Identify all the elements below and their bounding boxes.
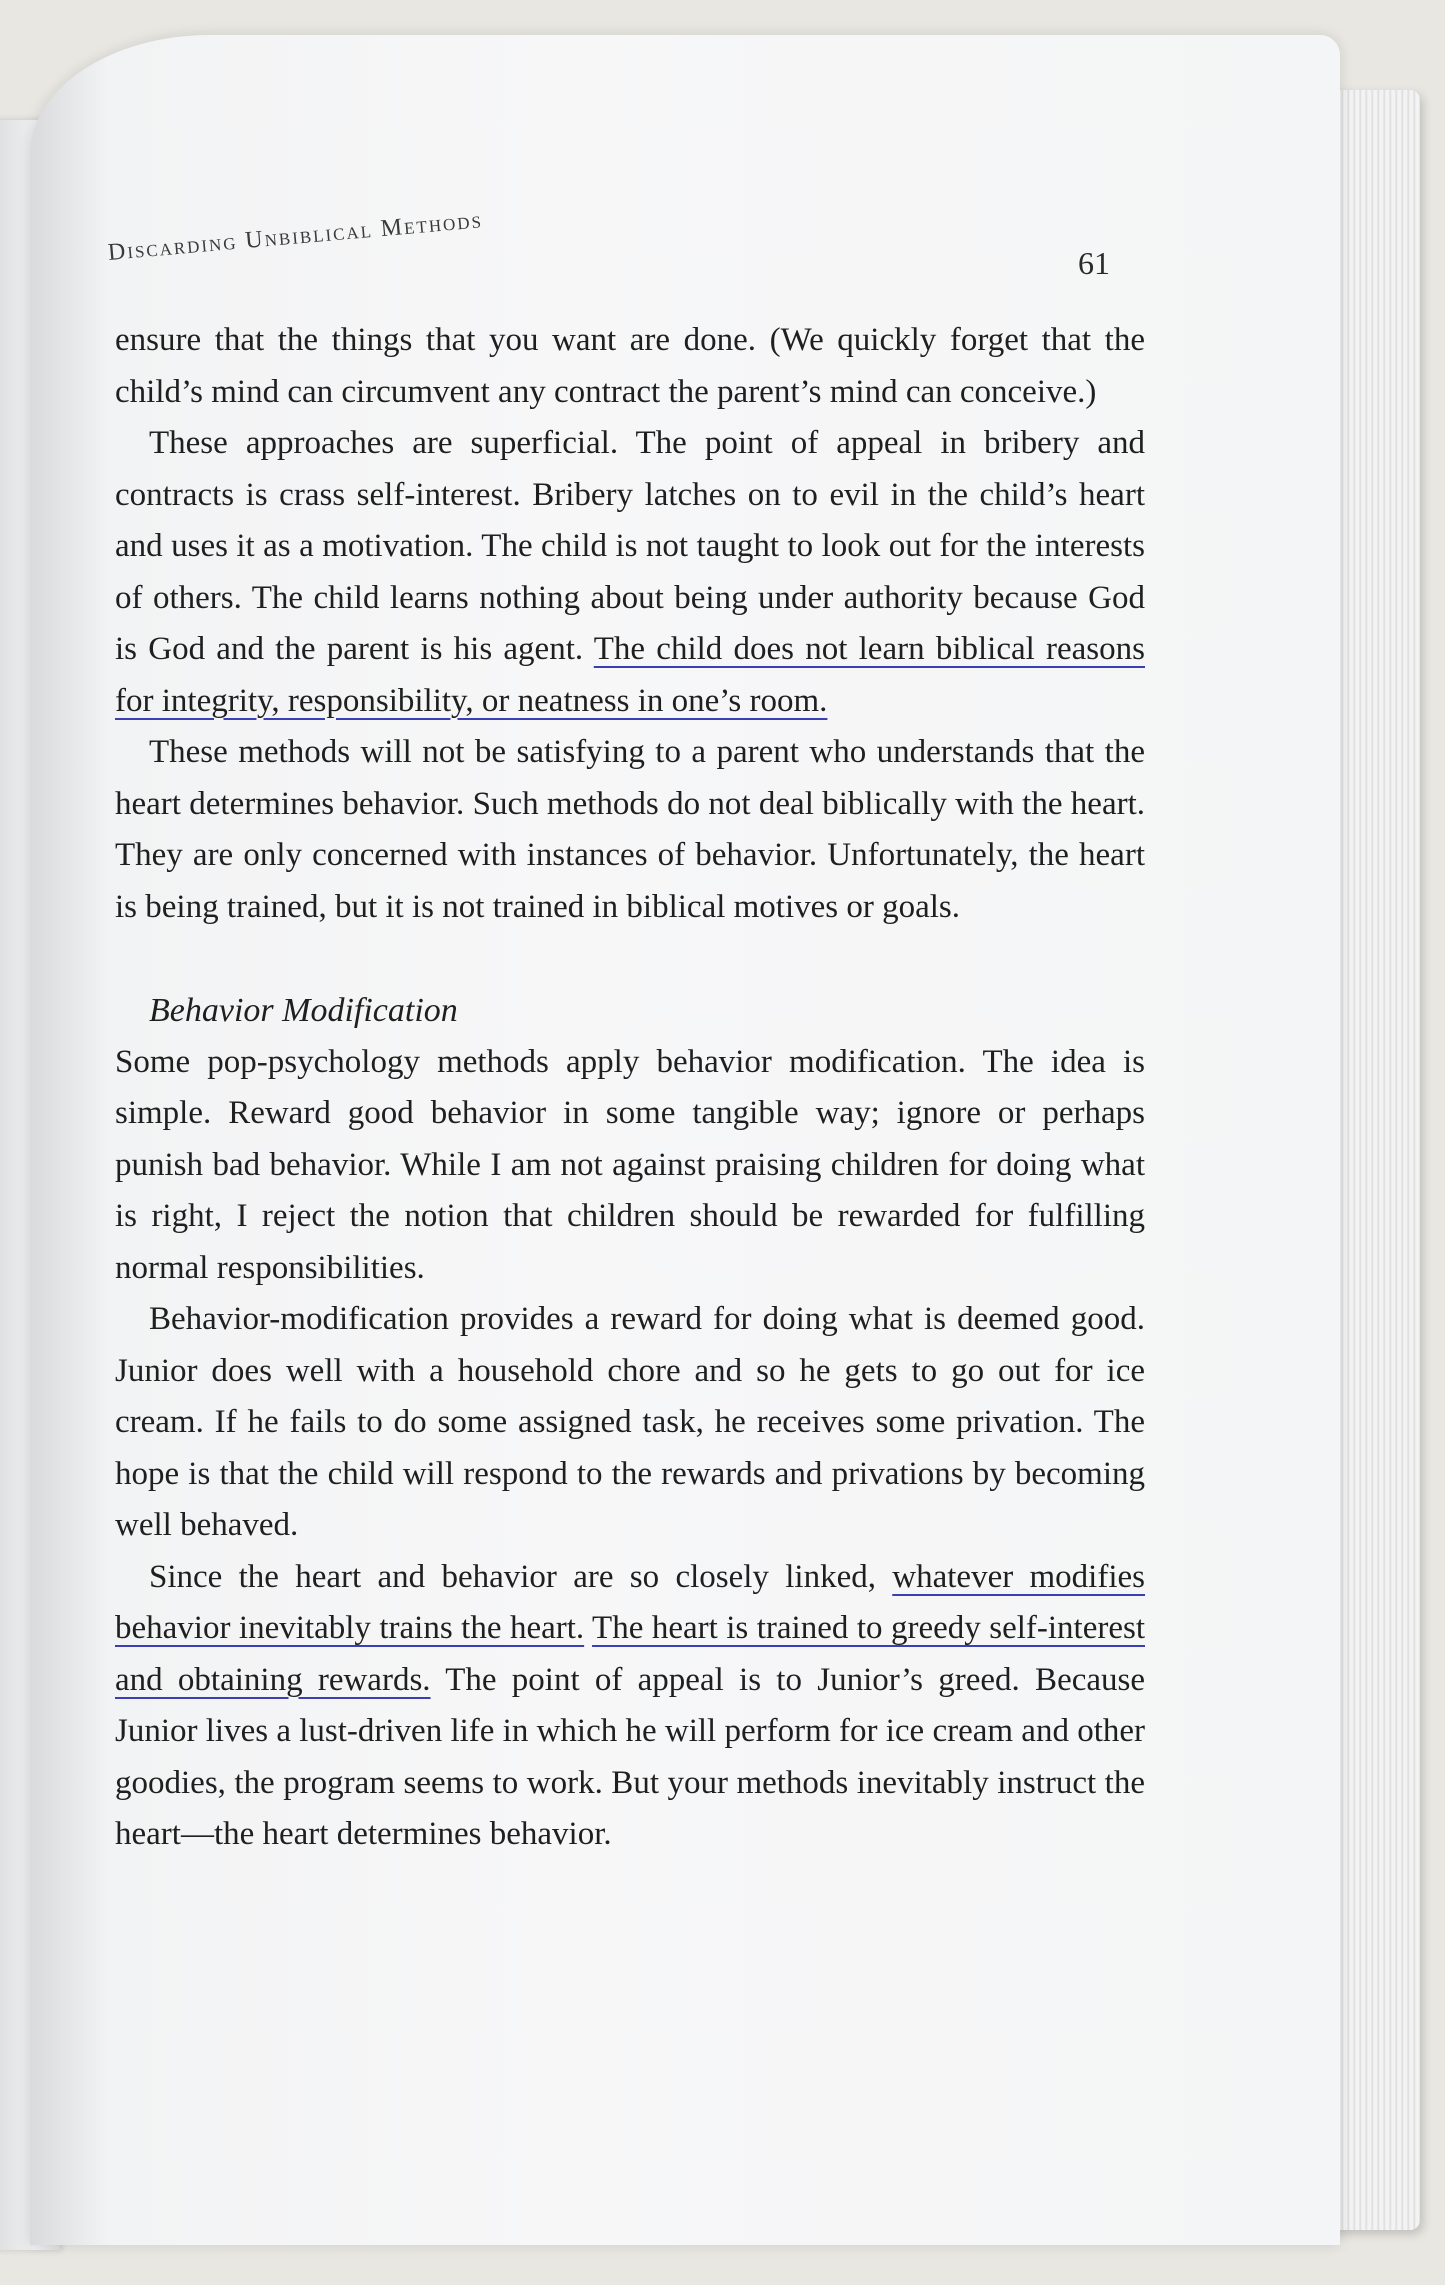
paragraph-2-text: These approaches are superficial. The point of appeal in bribery and contracts is crass self-interest. Bribery latches on to evil in the child’s heart and uses it as a motivation. The child is not taught to look out for the interests of others. The child learns nothing about being under authority because God is God and the parent is his agent.	[115, 425, 1145, 667]
paragraph-1-text: ensure that the things that you want are done. (We quickly forget that the child’s mind can circumvent any contract the parent’s mind can conceive.)	[115, 322, 1145, 410]
paragraph-6	[115, 1552, 1145, 1861]
book-page	[30, 35, 1340, 2245]
paragraph-6-tail: The point of appeal is to Junior’s greed. Because Junior lives a lust-driven life in which he will perform for ice cream and other goodies, the program seems to work. But your methods inevitably instruct the heart—the heart determines behavior.	[115, 1661, 1145, 1852]
paragraph-5	[115, 1294, 1145, 1552]
paragraph-3-text: These methods will not be satisfying to a parent who understands that the heart determines behavior. Such methods do not deal biblically with the heart. They are only concerned with instances of behavior. Unfortunately, the heart is being trained, but it is not trained in biblical motives or goals.	[115, 734, 1145, 925]
paragraph-4	[115, 1037, 1145, 1295]
paragraph-4-text: Some pop-psychology methods apply behavior modification. The idea is simple. Reward good behavior in some tangible way; ignore or perhaps punish bad behavior. While I am not against praising children for doing what is right, I reject the notion that children should be rewarded for fulfilling normal responsibilities.	[115, 1043, 1145, 1286]
paragraph-6-space	[584, 1610, 592, 1646]
page-number: 61	[1078, 245, 1110, 281]
underlined-passage-1: The child does not learn biblical reasons for integrity, responsibility, or neatness in one’s room.	[115, 631, 1145, 719]
section-heading: Behavior Modification	[149, 992, 458, 1029]
underlined-passage-2: whatever modifies behavior inevitably trains the heart.	[115, 1558, 1146, 1646]
underlined-passage-3: The heart is trained to greedy self-interest and obtaining rewards.	[115, 1610, 1145, 1698]
paragraph-3	[115, 727, 1145, 933]
running-head: Discarding Unbiblical Methods	[106, 207, 484, 266]
paragraph-5-text: Behavior-modification provides a reward for doing what is deemed good. Junior does well with a household chore and so he gets to go out for ice cream. If he fails to do some assigned task, he receives some privation. The hope is that the child will respond to the rewards and privations by becoming well behaved.	[115, 1301, 1145, 1543]
paragraph-1	[115, 315, 1145, 418]
paragraph-6-lead: Since the heart and behavior are so closely linked,	[149, 1558, 893, 1595]
body-text	[115, 315, 1145, 1861]
paragraph-2	[115, 418, 1145, 727]
